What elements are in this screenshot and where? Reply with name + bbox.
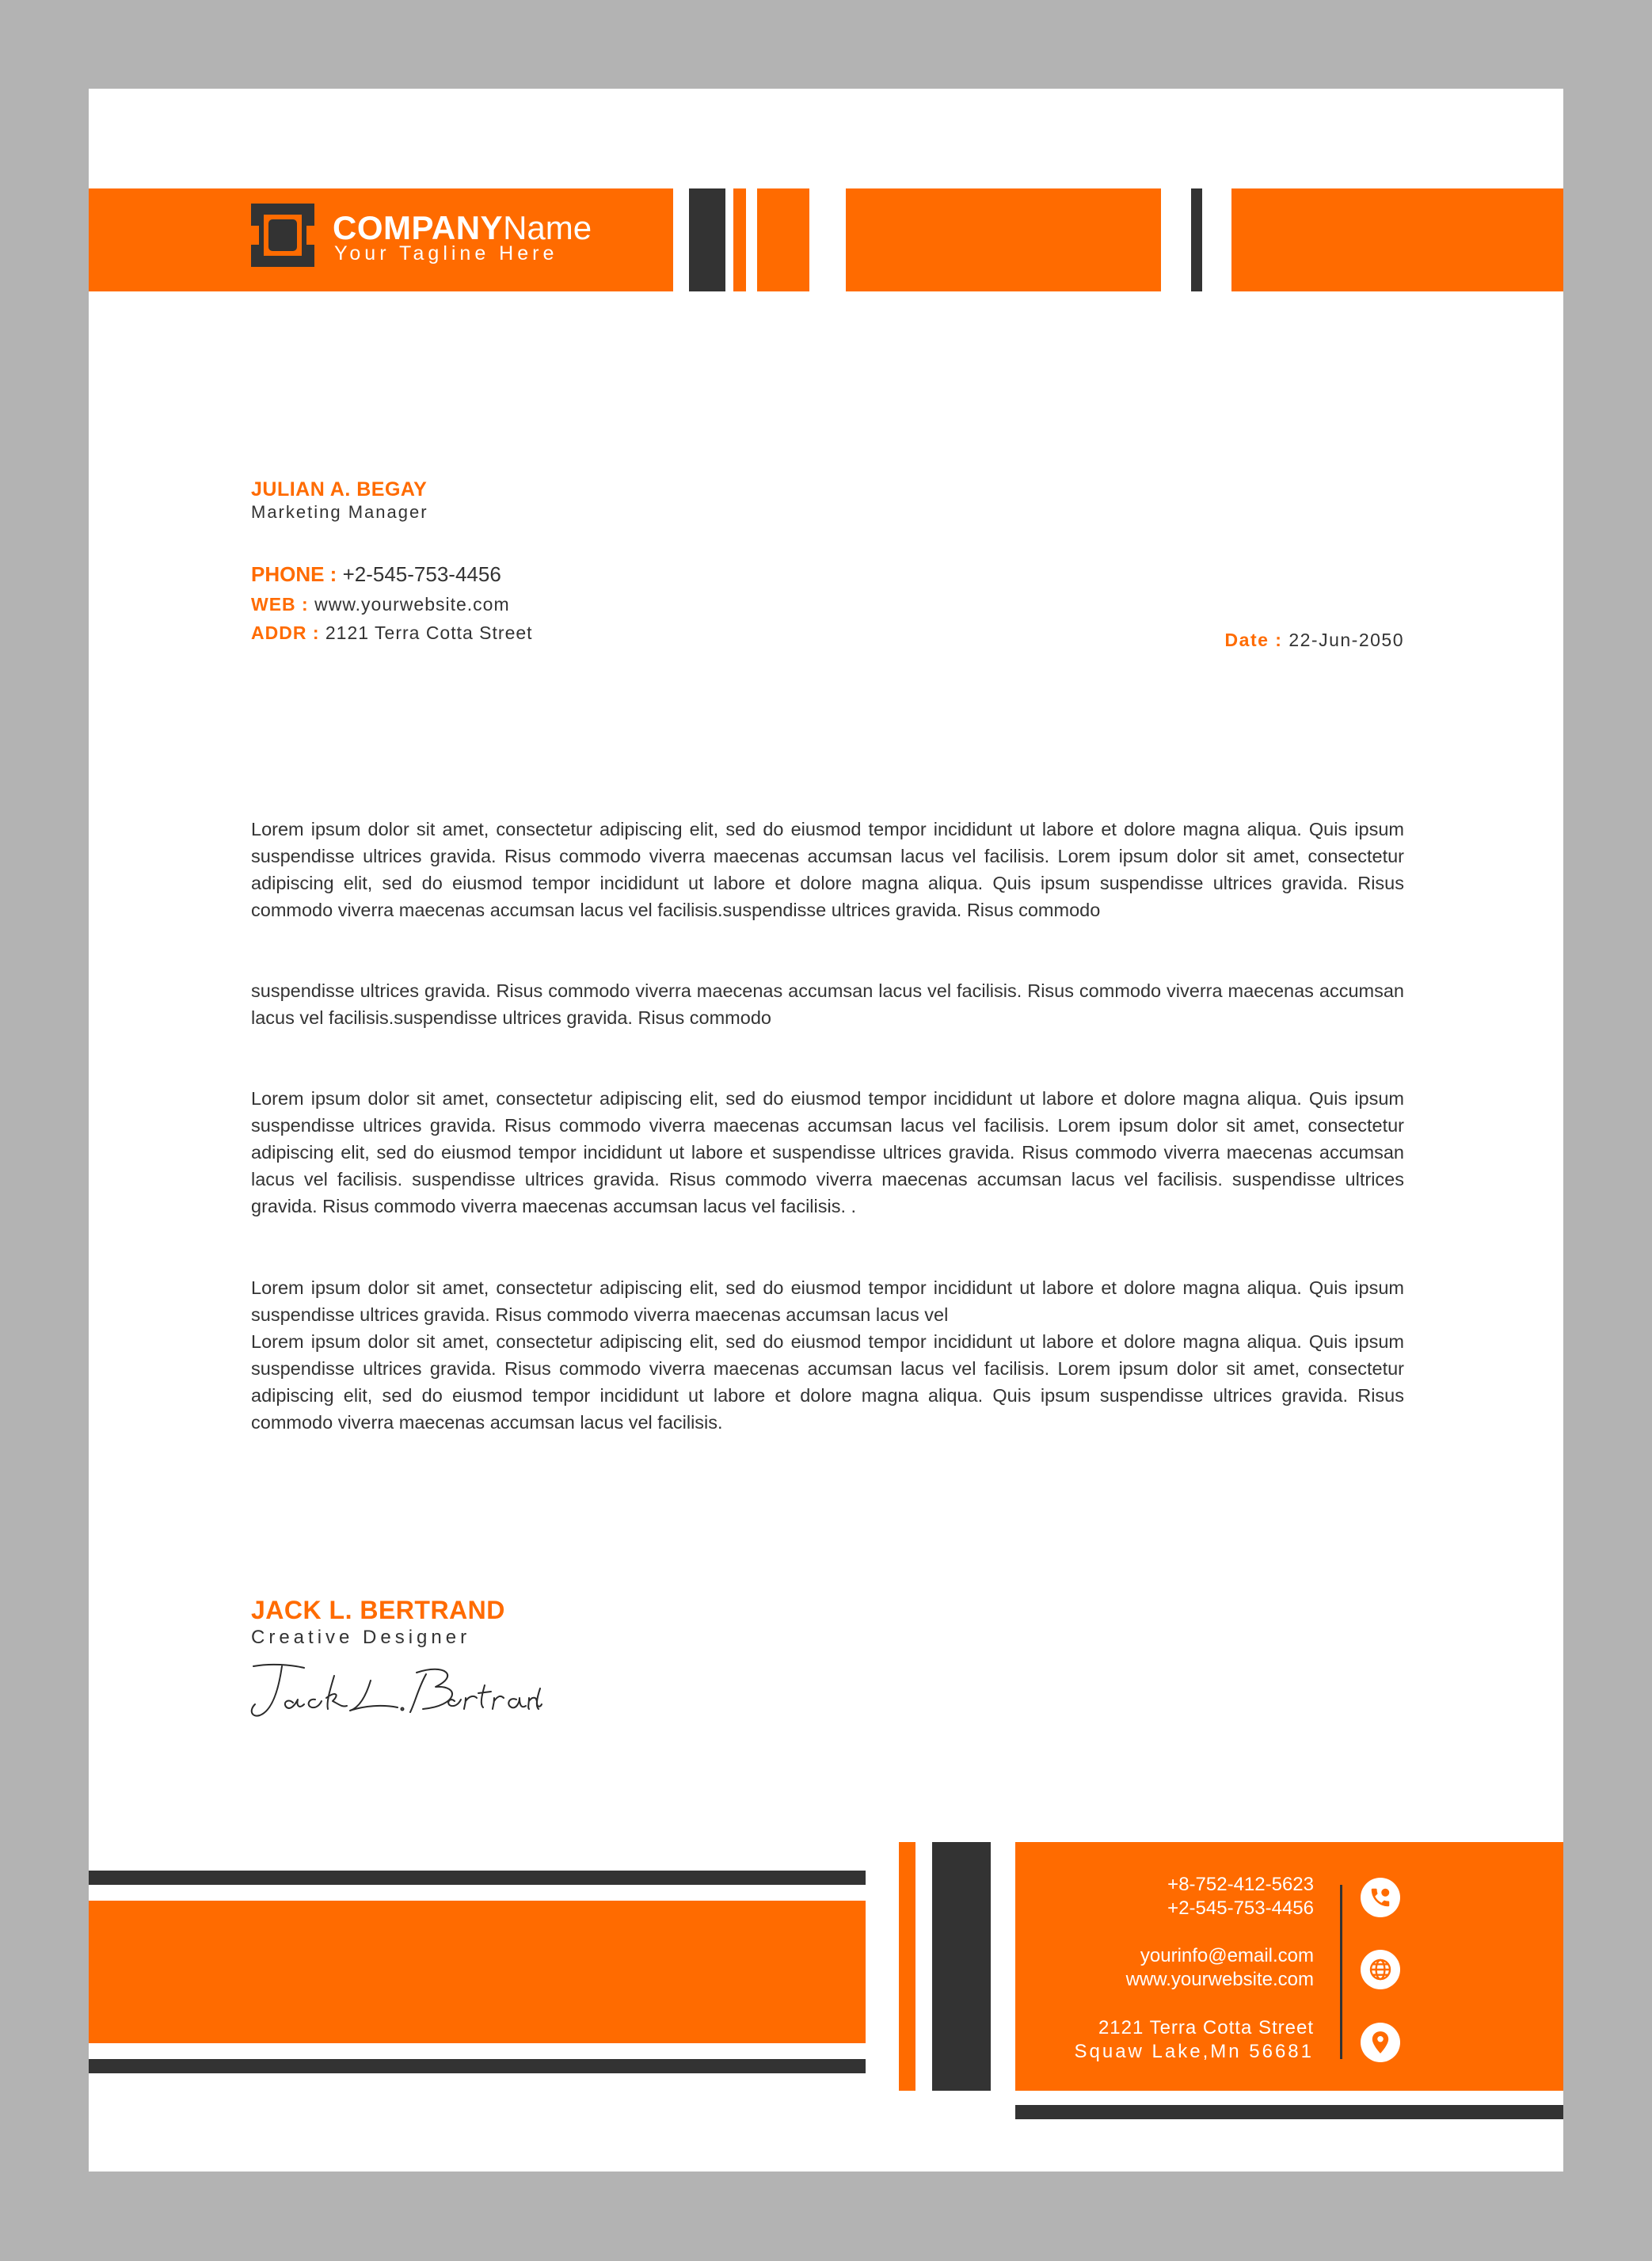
body-paragraph-2 (251, 977, 1404, 1031)
sender-web: www.yourwebsite.com (314, 594, 510, 615)
footer-bar-left (89, 1901, 866, 2043)
footer-web-block (1126, 1944, 1314, 1992)
location-pin-icon (1361, 2023, 1400, 2062)
letterhead-page (89, 89, 1563, 2172)
signer-name: JACK L. BERTRAND (251, 1596, 505, 1624)
footer-phone-block (1167, 1873, 1314, 1920)
body-paragraph-4b-text: Lorem ipsum dolor sit amet, consectetur adipiscing elit, sed do eiusmod tempor incididunt ut labore et dolore magna aliqua. Quis ipsum suspendisse ultrices gravida. Risus commodo viverra maecenas accumsan lacus vel facilisis. Lorem ipsum dolor sit amet, consectetur adipiscing elit, sed do eiusmod tempor incididunt ut labore et dolore magna aliqua. Quis ipsum suspendisse ultrices gravida. Risus commodo viverra maecenas accumsan lacus vel facilisis. (251, 1331, 1404, 1433)
footer-phone-2: +2-545-753-4456 (1167, 1897, 1314, 1919)
square-frame-logo-icon (251, 204, 314, 267)
footer-phone-1: +8-752-412-5623 (1167, 1874, 1314, 1895)
company-name-light: Name (503, 209, 592, 246)
footer-line-bottom (89, 2059, 866, 2073)
header-bar-middle (846, 188, 1161, 291)
footer-city: Squaw Lake,Mn 56681 (1074, 2041, 1314, 2062)
header-stripe-orange-2 (757, 188, 809, 291)
footer-divider (1340, 1885, 1342, 2059)
sender-addr: 2121 Terra Cotta Street (325, 622, 533, 643)
footer-stripe-orange (899, 1842, 915, 2091)
phone-label: PHONE : (251, 562, 337, 586)
letter-date (1225, 630, 1404, 651)
footer-line-top (89, 1871, 866, 1885)
footer-address-block (1074, 2016, 1314, 2064)
body-paragraph-3-text: Lorem ipsum dolor sit amet, consectetur adipiscing elit, sed do eiusmod tempor incididunt ut labore et dolore magna aliqua. Quis ipsum suspendisse ultrices gravida. Risus commodo viverra maecenas accumsan lacus vel facilisis. Lorem ipsum dolor sit amet, consectetur adipiscing elit, sed do eiusmod tempor incididunt ut labore et suspendisse ultrices gravida. Risus commodo viverra maecenas accumsan lacus vel facilisis. suspendisse ultrices gravida. Risus commodo viverra maecenas accumsan lacus vel facilisis. suspendisse ultrices gravida. Risus commodo viverra maecenas accumsan lacus vel facilisis. . (251, 1088, 1404, 1216)
body-paragraph-3 (251, 1085, 1404, 1220)
footer-email: yourinfo@email.com (1140, 1945, 1314, 1966)
handwritten-signature (247, 1657, 548, 1732)
sender-phone: +2-545-753-4456 (342, 562, 501, 586)
header-bar-right (1231, 188, 1563, 291)
footer-street: 2121 Terra Cotta Street (1098, 2017, 1314, 2038)
date-value: 22-Jun-2050 (1288, 630, 1404, 650)
header-stripe-dark-2 (1191, 188, 1202, 291)
footer-website: www.yourwebsite.com (1125, 1969, 1314, 1990)
header-stripe-orange-1 (733, 188, 746, 291)
footer-line-right (1015, 2105, 1563, 2119)
body-paragraph-1 (251, 816, 1404, 923)
company-name-bold: COMPANY (333, 209, 504, 246)
header-stripe-dark-1 (689, 188, 725, 291)
date-label: Date : (1224, 630, 1283, 650)
company-tagline: Your Tagline Here (334, 242, 558, 265)
body-paragraph-4a-text: Lorem ipsum dolor sit amet, consectetur adipiscing elit, sed do eiusmod tempor incididunt ut labore et dolore magna aliqua. Quis ipsum suspendisse ultrices gravida. Risus commodo viverra maecenas accumsan lacus vel (251, 1277, 1404, 1325)
footer-stripe-dark (932, 1842, 991, 2091)
body-paragraph-2-text: suspendisse ultrices gravida. Risus commodo viverra maecenas accumsan lacus vel facilisis. Risus commodo viverra maecenas accumsan lacus vel facilisis.suspendisse ultrices gravida. Risus commodo (251, 980, 1404, 1028)
globe-icon (1361, 1950, 1400, 1989)
body-paragraph-1-text: Lorem ipsum dolor sit amet, consectetur adipiscing elit, sed do eiusmod tempor incididunt ut labore et dolore magna aliqua. Quis ipsum suspendisse ultrices gravida. Risus commodo viverra maecenas accumsan lacus vel facilisis. Lorem ipsum dolor sit amet, consectetur adipiscing elit, sed do eiusmod tempor incididunt ut labore et dolore magna aliqua. Quis ipsum suspendisse ultrices gravida. Risus commodo viverra maecenas accumsan lacus vel facilisis.suspendisse ultrices gravida. Risus commodo (251, 819, 1404, 920)
sender-phone-row (251, 562, 501, 587)
sender-web-row (251, 594, 510, 615)
signer-title: Creative Designer (251, 1627, 471, 1648)
phone-icon (1361, 1878, 1400, 1917)
addr-label: ADDR : (251, 622, 320, 643)
company-name (333, 209, 592, 247)
web-label: WEB : (251, 594, 309, 615)
sender-addr-row (251, 622, 533, 644)
sender-name: JULIAN A. BEGAY (251, 478, 428, 501)
body-paragraph-4 (251, 1274, 1404, 1436)
sender-title: Marketing Manager (251, 502, 428, 522)
